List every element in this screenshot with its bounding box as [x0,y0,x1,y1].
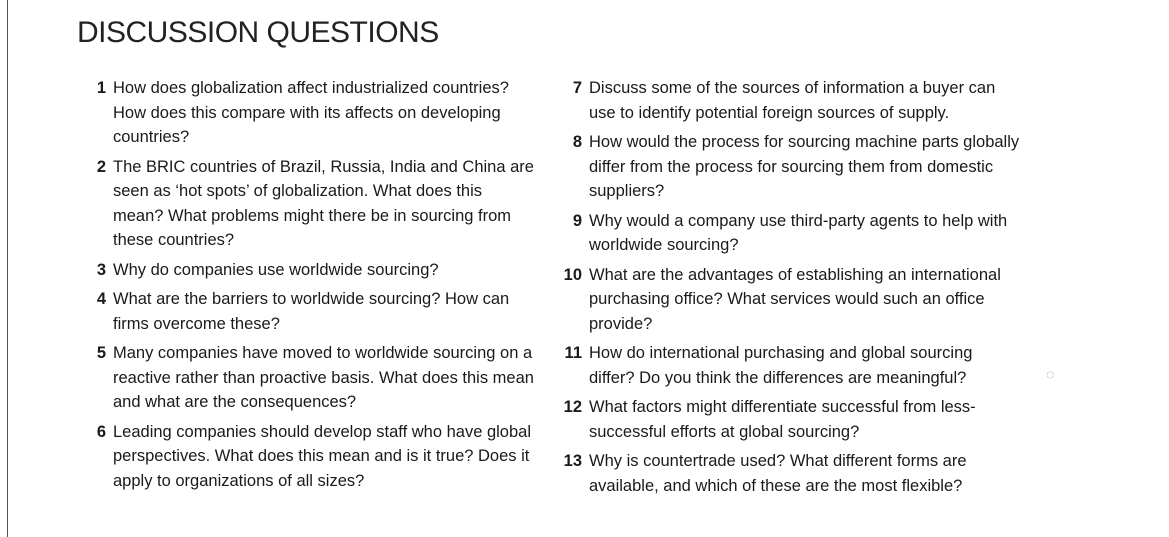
question-text: Discuss some of the sources of information a buyer can use to identify potential foreign sources of supply. [589,79,996,122]
question-text: Why is countertrade used? What different forms are available, and which of these are the most flexible? [589,452,967,495]
question-item [86,341,536,415]
scan-artifact-icon: ◌ [1046,366,1055,382]
question-item [562,449,1022,498]
question-text: Why would a company use third-party agents to help with worldwide sourcing? [589,211,1008,254]
question-text: Why do companies use worldwide sourcing? [113,260,439,279]
question-item [562,341,1022,390]
questions-left-column [86,76,536,498]
question-number: 12 [563,398,582,416]
question-item [562,130,1022,204]
question-item [562,395,1022,444]
question-item [86,76,536,150]
question-number: 8 [572,133,582,151]
question-item [86,287,536,336]
questions-right-column [562,76,1022,503]
question-number: 3 [96,260,106,279]
question-number: 2 [96,157,106,176]
question-number: 13 [563,452,582,470]
question-number: 10 [563,265,582,284]
question-text: How does globalization affect industrialized countries? How does this compare with its affects on developing countries? [113,79,509,146]
page-title: DISCUSSION QUESTIONS [77,16,439,49]
question-number: 4 [96,290,106,308]
page-edge-line [7,0,8,537]
question-number: 1 [96,79,106,97]
question-text: The BRIC countries of Brazil, Russia, India and China are seen as ‘hot spots’ of globalization. What does this mean? What problems might there be in sourcing from these countries? [113,157,534,249]
question-number: 7 [572,79,582,97]
question-item [562,76,1022,125]
question-item [86,258,536,283]
question-item [86,420,536,494]
question-item [562,263,1022,337]
question-number: 11 [564,344,582,362]
question-text: Leading companies should develop staff who have global perspectives. What does this mean and is it true? Does it apply to organizations of all sizes? [113,422,531,490]
question-item [86,155,536,253]
question-text: Many companies have moved to worldwide sourcing on a reactive rather than proactive basis. What does this mean and what are the consequences? [113,344,534,411]
question-text: What are the advantages of establishing an international purchasing office? What services would such an office provide? [589,265,1001,333]
question-number: 5 [96,344,106,362]
question-text: What factors might differentiate successful from less-successful efforts at global sourcing? [589,398,976,441]
question-item [562,209,1022,258]
question-text: What are the barriers to worldwide sourcing? How can firms overcome these? [113,290,510,333]
question-text: How would the process for sourcing machine parts globally differ from the process for sourcing them from domestic suppliers? [589,133,1020,200]
question-number: 6 [96,422,106,441]
question-number: 9 [572,211,582,230]
question-text: How do international purchasing and global sourcing differ? Do you think the differences are meaningful? [589,344,973,387]
